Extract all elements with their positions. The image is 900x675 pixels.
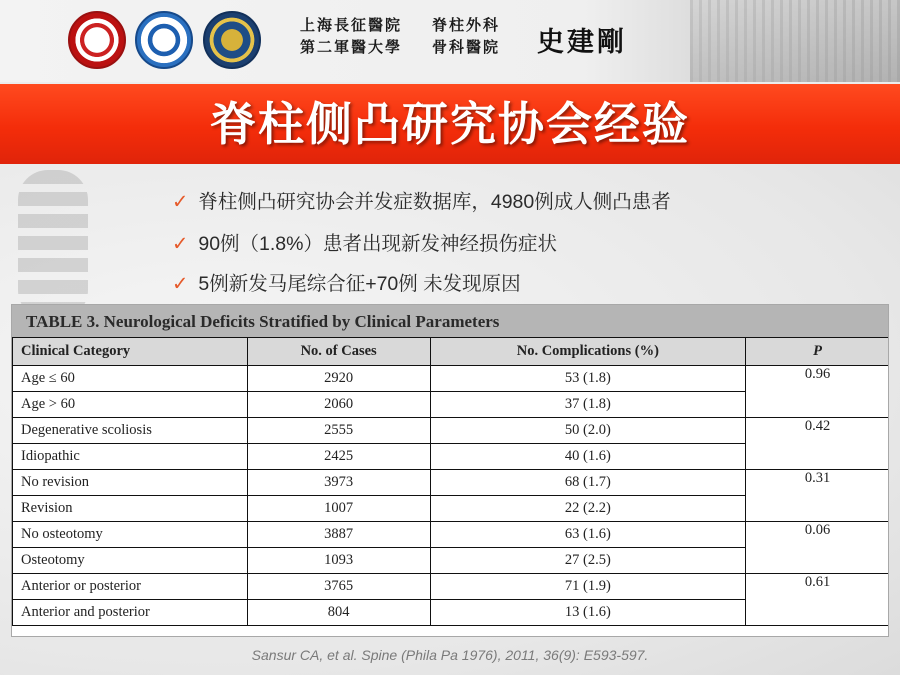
cases-cell: 3765 <box>247 574 430 600</box>
complications-cell: 53 (1.8) <box>430 366 746 392</box>
complications-cell: 37 (1.8) <box>430 392 746 418</box>
p-value-cell: 0.61 <box>746 574 889 626</box>
data-table-panel <box>11 304 889 637</box>
table-row <box>13 470 890 496</box>
institution-name <box>300 14 402 58</box>
column-header: No. Complications (%) <box>430 338 746 366</box>
p-value-cell: 0.06 <box>746 522 889 574</box>
table-caption: TABLE 3. Neurological Deficits Stratified by Clinical Parameters <box>12 305 889 337</box>
bullet-text: 5例新发马尾综合征+70例 未发现原因 <box>198 273 521 295</box>
table-row <box>13 574 890 600</box>
category-cell: No revision <box>13 470 248 496</box>
department-line-1: 脊柱外科 <box>432 16 501 34</box>
university-seal-icon <box>68 11 126 69</box>
table-row <box>13 366 890 392</box>
complications-cell: 22 (2.2) <box>430 496 746 522</box>
checkmark-icon: ✓ <box>172 273 189 295</box>
department-name <box>432 14 500 58</box>
complications-cell: 40 (1.6) <box>430 444 746 470</box>
cases-cell: 2555 <box>247 418 430 444</box>
column-header: P <box>746 338 889 366</box>
slide-title: 脊柱侧凸研究协会经验 <box>210 98 690 150</box>
category-cell: No osteotomy <box>13 522 248 548</box>
p-value-cell: 0.31 <box>746 470 889 522</box>
cases-cell: 3887 <box>247 522 430 548</box>
cases-cell: 1007 <box>247 496 430 522</box>
category-cell: Revision <box>13 496 248 522</box>
category-cell: Anterior or posterior <box>13 574 248 600</box>
complications-cell: 13 (1.6) <box>430 600 746 626</box>
complications-cell: 68 (1.7) <box>430 470 746 496</box>
complications-cell: 27 (2.5) <box>430 548 746 574</box>
author-name: 史建剛 <box>537 27 627 58</box>
column-header: Clinical Category <box>13 338 248 366</box>
table-row <box>13 522 890 548</box>
cases-cell: 2425 <box>247 444 430 470</box>
column-header: No. of Cases <box>247 338 430 366</box>
citation-text: Sansur CA, et al. Spine (Phila Pa 1976), 2011, 36(9): E593-597. <box>251 647 649 663</box>
category-cell: Age > 60 <box>13 392 248 418</box>
cases-cell: 3973 <box>247 470 430 496</box>
complications-cell: 63 (1.6) <box>430 522 746 548</box>
category-cell: Idiopathic <box>13 444 248 470</box>
cases-cell: 2920 <box>247 366 430 392</box>
category-cell: Degenerative scoliosis <box>13 418 248 444</box>
bullet-item <box>172 228 557 256</box>
cases-cell: 804 <box>247 600 430 626</box>
table-row <box>13 418 890 444</box>
neurological-deficits-table <box>12 337 889 626</box>
category-cell: Anterior and posterior <box>13 600 248 626</box>
spine-watermark-image <box>18 170 88 320</box>
category-cell: Age ≤ 60 <box>13 366 248 392</box>
cases-cell: 2060 <box>247 392 430 418</box>
checkmark-icon: ✓ <box>172 191 189 213</box>
cases-cell: 1093 <box>247 548 430 574</box>
bullet-text: 90例（1.8%）患者出现新发神经损伤症状 <box>198 233 557 255</box>
department-line-2: 骨科醫院 <box>432 38 501 56</box>
hospital-logo-icon <box>135 11 193 69</box>
complications-cell: 50 (2.0) <box>430 418 746 444</box>
hospital-building-image <box>690 0 900 82</box>
checkmark-icon: ✓ <box>172 233 189 255</box>
header-banner <box>0 0 900 82</box>
military-medical-university-emblem-icon <box>203 11 261 69</box>
institution-line-2: 第二軍醫大學 <box>300 38 403 56</box>
bullet-item <box>172 186 671 214</box>
category-cell: Osteotomy <box>13 548 248 574</box>
table-header-row <box>13 338 890 366</box>
institution-line-1: 上海長征醫院 <box>300 16 403 34</box>
bullet-item <box>172 268 521 296</box>
p-value-cell: 0.96 <box>746 366 889 418</box>
complications-cell: 71 (1.9) <box>430 574 746 600</box>
p-value-cell: 0.42 <box>746 418 889 470</box>
bullet-text: 脊柱侧凸研究协会并发症数据库，4980例成人侧凸患者 <box>198 191 671 213</box>
